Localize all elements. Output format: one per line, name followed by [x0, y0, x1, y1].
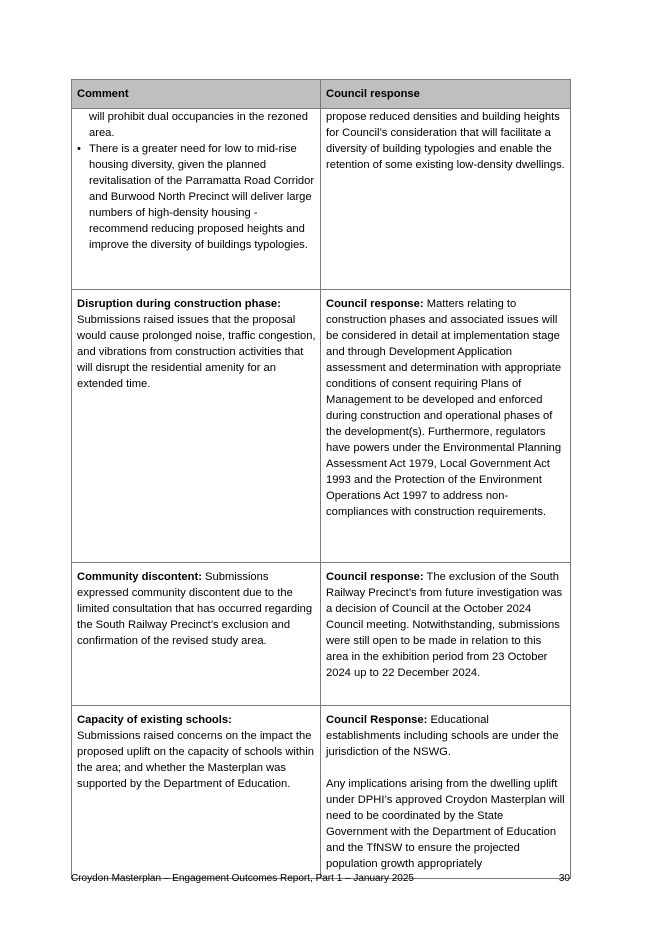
page-number: 30: [558, 873, 570, 884]
table-row: [72, 109, 571, 290]
comment-text: Submissions expressed community discontent due to the limited consultation that has occurred regarding the South Railway Precinct’s exclusion and confirmation of the revised study area.: [77, 571, 313, 647]
table-row: [72, 290, 571, 563]
response-heading: Council Response:: [326, 714, 428, 726]
comment-heading: Community discontent:: [77, 571, 202, 583]
comment-cell: [72, 563, 321, 706]
table-row: [72, 706, 571, 879]
response-text: propose reduced densities and building heights for Council’s consideration that will facilitate a diversity of building typologies and enable the retention of some existing low-density dwellings.: [326, 111, 565, 171]
response-text: Matters relating to construction phases and associated issues will be considered in detail at implementation stage and through Development Application assessment and determination with appropriate conditions of consent requiring Plans of Management to be developed and enforced during construction and operational phases of the development(s). Furthermore, regulators have powers under the Environmental Planning Assessment Act 1979, Local Government Act 1993 and the Protection of the Environment Operations Act 1997 to address non-compliances with construction requirements.: [326, 298, 562, 518]
bullet-text: will prohibit dual occupancies in the rezoned area.: [89, 111, 308, 139]
response-cell: [321, 290, 571, 563]
bullet-icon: •: [77, 143, 81, 155]
table-header-row: [72, 80, 571, 109]
response-text: Educational establishments including schools are under the jurisdiction of the NSWG.: [326, 714, 559, 758]
list-item: [77, 109, 316, 141]
response-cell: [321, 563, 571, 706]
response-text-continued: Any implications arising from the dwelling uplift under DPHI’s approved Croydon Masterplan will need to be coordinated by the State Government with the Department of Education and the TfNSW to ensure the projected population growth appropriately: [326, 778, 565, 870]
comment-cell: [72, 290, 321, 563]
comment-heading: Disruption during construction phase:: [77, 298, 281, 310]
comment-cell: [72, 706, 321, 879]
bullet-text: There is a greater need for low to mid-rise housing diversity, given the planned revitalisation of the Parramatta Road Corridor and Burwood North Precinct will deliver large numbers of high-density housing - recommend reducing proposed heights and improve the diversity of buildings typologies.: [89, 143, 315, 251]
comment-bullet-list: [77, 109, 316, 253]
comments-table: [71, 79, 571, 879]
header-comment: Comment: [72, 80, 321, 109]
paragraph-spacer: [326, 760, 566, 776]
comment-cell: [72, 109, 321, 290]
comment-text: Submissions raised issues that the proposal would cause prolonged noise, traffic congestion, and vibrations from construction activities that will disrupt the residential amenity for an extended time.: [77, 314, 316, 390]
comment-text: Submissions raised concerns on the impact the proposed uplift on the capacity of schools within the area; and whether the Masterplan was supported by the Department of Education.: [77, 730, 314, 790]
table-row: [72, 563, 571, 706]
header-council-response: Council response: [321, 80, 571, 109]
page-footer: [71, 872, 570, 886]
comment-heading: Capacity of existing schools:: [77, 714, 232, 726]
footer-title: Croydon Masterplan – Engagement Outcomes Report, Part 1 – January 2025: [71, 873, 414, 884]
response-cell: [321, 109, 571, 290]
list-item: [77, 141, 316, 253]
response-text: The exclusion of the South Railway Precinct’s from future investigation was a decision of Council at the October 2024 Council meeting. Notwithstanding, submissions were still open to be made in relation to this area in the exhibition period from 23 October 2024 up to 22 December 2024.: [326, 571, 563, 679]
response-heading: Council response:: [326, 571, 424, 583]
response-cell: [321, 706, 571, 879]
response-heading: Council response:: [326, 298, 424, 310]
